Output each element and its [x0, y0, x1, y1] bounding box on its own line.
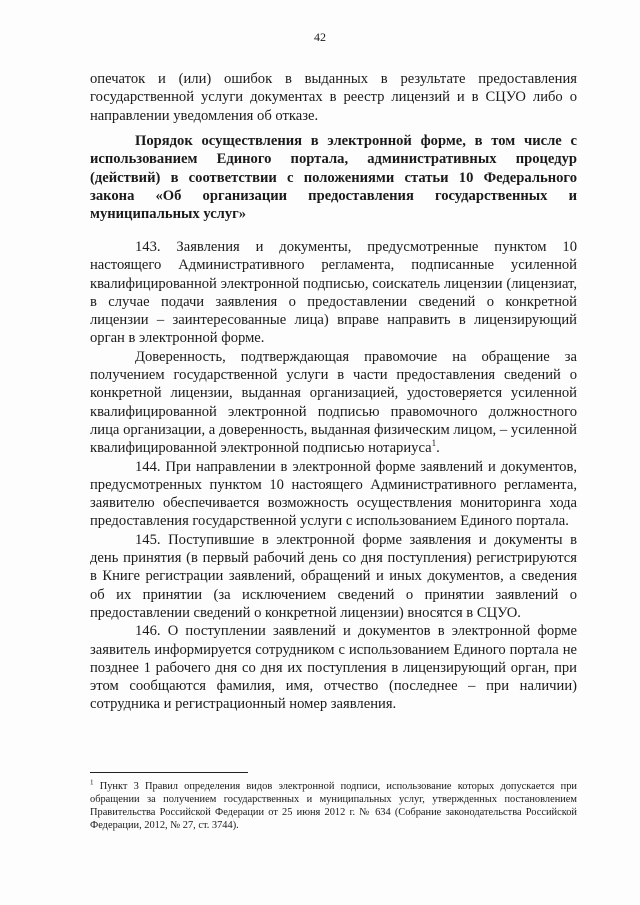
footnote-text: Пункт 3 Правил определения видов электронной подписи, использование которых допускается при обращении за получением государственных и муниципальных услуг, утвержденных постановлением Правительства Российской Федерации от 25 июня 2012 г. № 634 (Собрание законодательства Российской Федерации, 2012, № 27, ст. 3744).: [90, 781, 577, 831]
paragraph-143-power-text: Доверенность, подтверждающая правомочие на обращение за получением государственной услуги в части предоставления сведений о конкретной лицензии, выданная организацией, удостоверяется усиленной квалифицированной электронной подписью правомочного должностного лица организации, а доверенность, выданная физическим лицом, – усиленной квалифицированной электронной подписью нотариуса: [90, 348, 577, 457]
footnote: [90, 780, 577, 832]
section-heading: Порядок осуществления в электронной форме, в том числе с использованием Единого портала, административных процедур (действий) в соответствии с положениями статьи 10 Федерального закона «Об организации предоставления государственных и муниципальных услуг»: [90, 133, 577, 223]
paragraph-144: 144. При направлении в электронной форме заявлений и документов, предусмотренных пунктом 10 настоящего Административного регламента, заявителю обеспечивается возможность осуществления мониторинга хода предоставления государственной услуги с использованием Единого портала.: [90, 458, 577, 530]
paragraph-146: 146. О поступлении заявлений и документов в электронной форме заявитель информируется сотрудником с использованием Единого портала не позднее 1 рабочего дня со дня их поступления в лицензирующий орган, при этом сообщаются фамилия, имя, отчество (последнее – при наличии) сотрудника и регистрационный номер заявления.: [90, 623, 577, 713]
footnote-divider: [90, 772, 248, 773]
footnote-reference[interactable]: 1: [431, 438, 437, 449]
paragraphs-block: [90, 238, 577, 714]
paragraph-145: 145. Поступившие в электронной форме заявления и документы в день принятия (в первый рабочий день со дня поступления) регистрируются в Книге регистрации заявлений, обращений и иных документов, а сведения об их принятии (за исключением сведений о принятии заявлений о предоставлении сведений о конкретной лицензии) вносятся в СЦУО.: [90, 531, 577, 621]
footnote-mark: 1: [90, 778, 94, 787]
paragraph-143: 143. Заявления и документы, предусмотренные пунктом 10 настоящего Административного регламента, подписанные усиленной квалифицированной электронной подписью, соискатель лицензии (лицензиат, в случае подачи заявления о предоставлении сведений о конкретной лицензии – заинтересованные лица) вправе направить в лицензирующий орган в электронной форме.: [90, 239, 577, 347]
paragraph-143-power-of-attorney: [90, 348, 577, 458]
page-number: 42: [314, 30, 326, 44]
paragraph-143-power-end: .: [436, 440, 440, 457]
intro-paragraph: опечаток и (или) ошибок в выданных в результате предоставления государственной услуги документах в реестр лицензий и в СЦУО либо о направлении уведомления об отказе.: [90, 71, 577, 124]
